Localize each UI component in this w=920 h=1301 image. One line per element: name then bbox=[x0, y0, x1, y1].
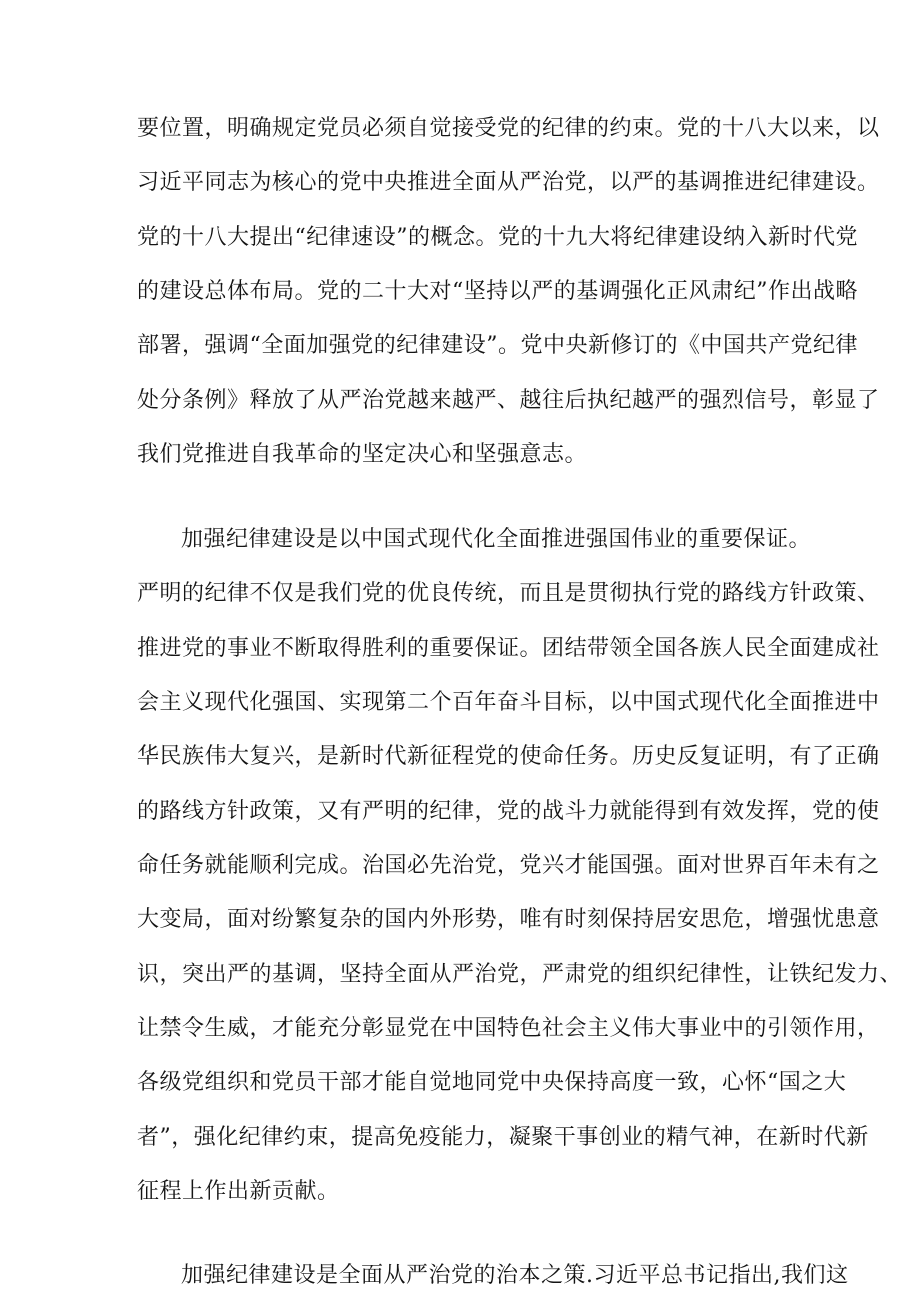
paragraph-heading-line: 加强纪律建设是以中国式现代化全面推进强国伟业的重要保证。 bbox=[181, 527, 812, 552]
text-line-3: 党的十八大提出“纪律速设”的概念。党的十九大将纪律建设纳入新时代党 bbox=[137, 225, 858, 250]
text-line-20: 征程上作出新贡献。 bbox=[137, 1179, 340, 1204]
text-line-17: 让禁令生威，才能充分彰显党在中国特色社会主义伟大事业中的引领作用， bbox=[137, 1016, 880, 1041]
text-line-6: 处分条例》释放了从严治党越来越严、越往后执纪越严的强烈信号，彰显了 bbox=[137, 388, 880, 413]
text-line-2: 习近平同志为核心的党中央推进全面从严治党，以严的基调推进纪律建设。 bbox=[137, 170, 880, 195]
text-line-4: 的建设总体布局。党的二十大对“坚持以严的基调强化正风肃纪”作出战略 bbox=[137, 279, 858, 304]
text-line-7: 我们党推进自我革命的坚定决心和坚强意志。 bbox=[137, 442, 588, 467]
text-line-19: 者”，强化纪律约束，提高免疫能力，凝聚干事创业的精气神，在新时代新 bbox=[137, 1125, 869, 1150]
text-line-12: 华民族伟大复兴，是新时代新征程党的使命任务。历史反复证明，有了正确 bbox=[137, 744, 880, 769]
text-line-10: 推进党的事业不断取得胜利的重要保证。团结带领全国各族人民全面建成社 bbox=[137, 636, 880, 661]
text-line-5: 部署，强调“全面加强党的纪律建设”。党中央新修订的《中国共产党纪律 bbox=[137, 333, 858, 358]
text-line-18: 各级党组织和党员干部才能自觉地同党中央保持高度一致，心怀“国之大 bbox=[137, 1070, 847, 1095]
text-line-16: 识，突出严的基调，坚持全面从严治党，严肃党的组织纪律性，让铁纪发力、 bbox=[137, 962, 903, 987]
text-line-13: 的路线方针政策，又有严明的纪律，党的战斗力就能得到有效发挥，党的使 bbox=[137, 799, 880, 824]
text-line-9: 严明的纪律不仅是我们党的优良传统，而且是贯彻执行党的路线方针政策、 bbox=[137, 581, 880, 606]
text-line-14: 命任务就能顺利完成。治国必先治党，党兴才能国强。面对世界百年未有之 bbox=[137, 853, 880, 878]
text-line-15: 大变局，面对纷繁复杂的国内外形势，唯有时刻保持居安思危，增强忧患意 bbox=[137, 907, 880, 932]
text-line-11: 会主义现代化强国、实现第二个百年奋斗目标，以中国式现代化全面推进中 bbox=[137, 690, 880, 715]
text-line-1: 要位置，明确规定党员必须自觉接受党的纪律的约束。党的十八大以来，以 bbox=[137, 116, 880, 141]
text-line-21: 加强纪律建设是全面从严治党的治本之策.习近平总书记指出,我们这 bbox=[181, 1263, 849, 1288]
